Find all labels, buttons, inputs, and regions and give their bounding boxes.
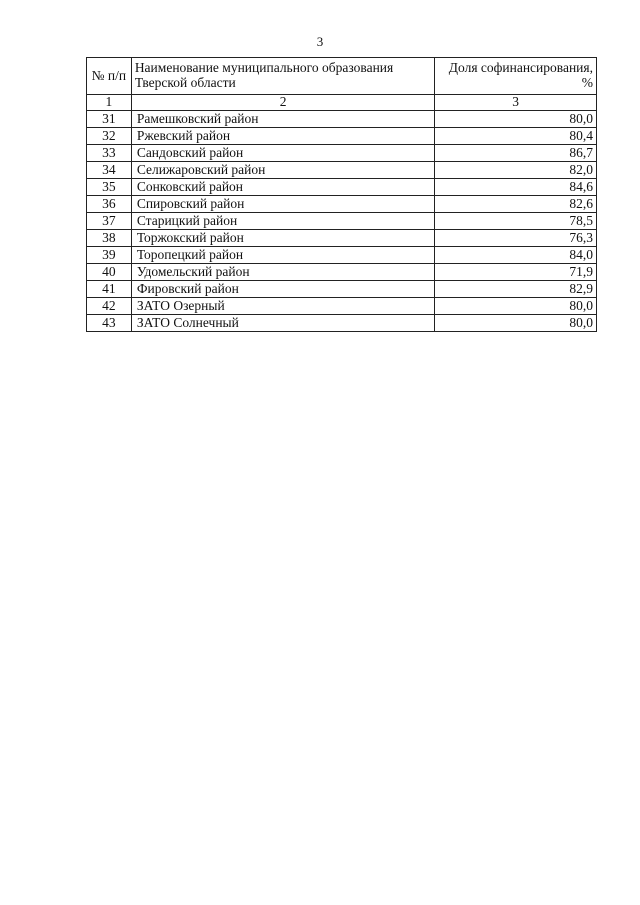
row-municipality-name: Торопецкий район xyxy=(131,247,435,264)
table-row xyxy=(87,179,597,196)
row-municipality-name: Сандовский район xyxy=(131,145,435,162)
table-row xyxy=(87,128,597,145)
row-number: 34 xyxy=(87,162,132,179)
row-municipality-name: Рамешковский район xyxy=(131,111,435,128)
row-municipality-name: Сонковский район xyxy=(131,179,435,196)
row-number: 31 xyxy=(87,111,132,128)
row-cofinancing-share: 76,3 xyxy=(435,230,597,247)
table-row xyxy=(87,162,597,179)
cofinancing-table xyxy=(86,57,597,332)
row-municipality-name: ЗАТО Озерный xyxy=(131,298,435,315)
header-municipality-name: Наименование муниципального образования Тверской области xyxy=(131,58,435,95)
row-cofinancing-share: 80,0 xyxy=(435,315,597,332)
table-row xyxy=(87,230,597,247)
table-row xyxy=(87,247,597,264)
row-municipality-name: Селижаровский район xyxy=(131,162,435,179)
row-cofinancing-share: 80,0 xyxy=(435,298,597,315)
row-number: 36 xyxy=(87,196,132,213)
row-municipality-name: Спировский район xyxy=(131,196,435,213)
row-cofinancing-share: 80,0 xyxy=(435,111,597,128)
row-municipality-name: Фировский район xyxy=(131,281,435,298)
header-cofinancing-share: Доля софинансирования, % xyxy=(435,58,597,95)
row-number: 40 xyxy=(87,264,132,281)
table-row xyxy=(87,213,597,230)
row-cofinancing-share: 80,4 xyxy=(435,128,597,145)
table-row xyxy=(87,111,597,128)
row-cofinancing-share: 82,0 xyxy=(435,162,597,179)
page-number: 3 xyxy=(316,34,324,49)
row-municipality-name: Удомельский район xyxy=(131,264,435,281)
row-cofinancing-share: 71,9 xyxy=(435,264,597,281)
table-row xyxy=(87,281,597,298)
row-municipality-name: Старицкий район xyxy=(131,213,435,230)
row-municipality-name: Ржевский район xyxy=(131,128,435,145)
table-row xyxy=(87,315,597,332)
row-number: 37 xyxy=(87,213,132,230)
header-number: № п/п xyxy=(87,58,132,95)
row-cofinancing-share: 86,7 xyxy=(435,145,597,162)
row-number: 42 xyxy=(87,298,132,315)
row-number: 35 xyxy=(87,179,132,196)
column-index-row xyxy=(87,95,597,111)
row-cofinancing-share: 82,6 xyxy=(435,196,597,213)
row-cofinancing-share: 82,9 xyxy=(435,281,597,298)
row-number: 39 xyxy=(87,247,132,264)
table-row xyxy=(87,145,597,162)
row-number: 41 xyxy=(87,281,132,298)
row-number: 33 xyxy=(87,145,132,162)
row-municipality-name: Торжокский район xyxy=(131,230,435,247)
table-row xyxy=(87,196,597,213)
table-header-row xyxy=(87,58,597,95)
row-municipality-name: ЗАТО Солнечный xyxy=(131,315,435,332)
row-cofinancing-share: 84,0 xyxy=(435,247,597,264)
table-row xyxy=(87,264,597,281)
column-index-3: 3 xyxy=(435,95,597,111)
column-index-1: 1 xyxy=(87,95,132,111)
row-number: 43 xyxy=(87,315,132,332)
row-number: 38 xyxy=(87,230,132,247)
row-cofinancing-share: 78,5 xyxy=(435,213,597,230)
row-cofinancing-share: 84,6 xyxy=(435,179,597,196)
table-row xyxy=(87,298,597,315)
row-number: 32 xyxy=(87,128,132,145)
table-body xyxy=(87,111,597,332)
column-index-2: 2 xyxy=(131,95,435,111)
